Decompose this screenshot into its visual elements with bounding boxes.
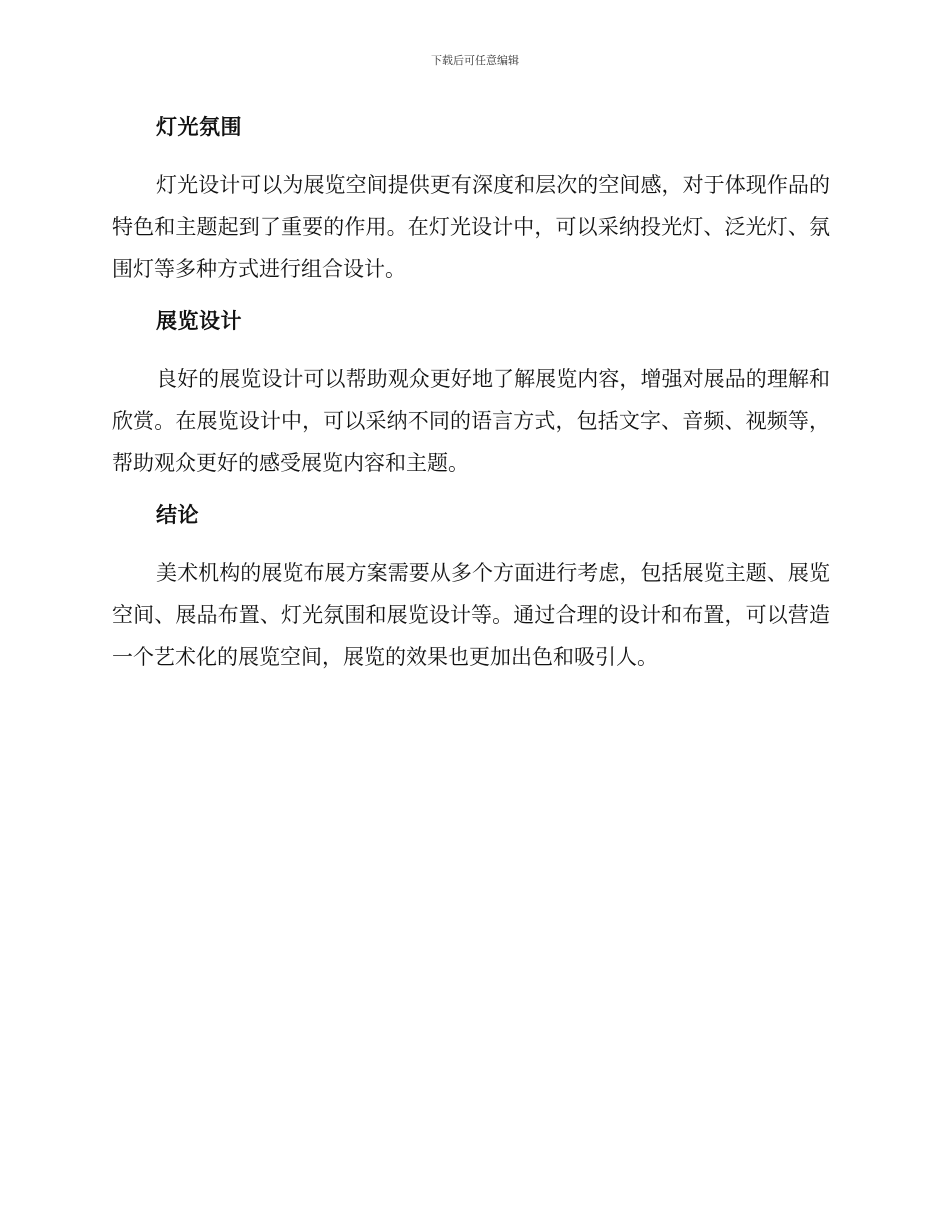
document-body <box>112 112 830 678</box>
section-heading: 灯光氛围 <box>156 114 242 139</box>
page-header: 下载后可任意编辑 <box>431 54 519 67</box>
section-paragraph: 良好的展览设计可以帮助观众更好地了解展览内容，增强对展品的理解和欣赏。在展览设计中，可以采纳不同的语言方式，包括文字、音频、视频等，帮助观众更好的感受展览内容和主题。 <box>112 367 830 475</box>
section-paragraph: 灯光设计可以为展览空间提供更有深度和层次的空间感，对于体现作品的特色和主题起到了重要的作用。在灯光设计中，可以采纳投光灯、泛光灯、氛围灯等多种方式进行组合设计。 <box>112 173 830 281</box>
section-heading: 展览设计 <box>156 308 242 333</box>
section-conclusion <box>112 500 830 678</box>
section-exhibition-design <box>112 306 830 484</box>
section-paragraph: 美术机构的展览布展方案需要从多个方面进行考虑，包括展览主题、展览空间、展品布置、灯光氛围和展览设计等。通过合理的设计和布置，可以营造一个艺术化的展览空间，展览的效果也更加出色和吸引人。 <box>112 561 830 669</box>
section-lighting <box>112 112 830 290</box>
section-heading: 结论 <box>156 502 199 527</box>
